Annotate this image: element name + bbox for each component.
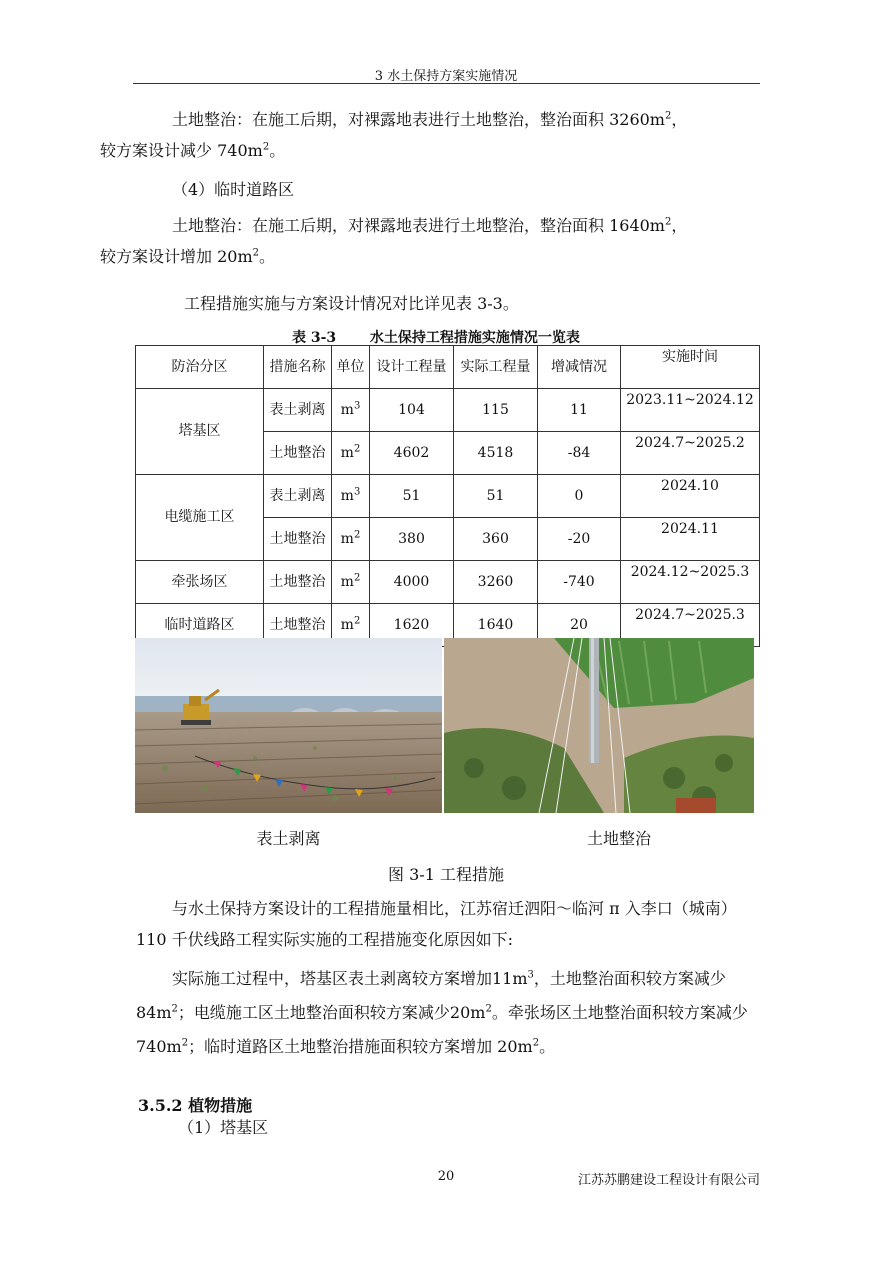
col-header: 措施名称	[264, 346, 332, 389]
table-caption-title: 水土保持工程措施实施情况一览表	[369, 330, 580, 346]
change-cell: -84	[538, 432, 621, 475]
col-header: 设计工程量	[370, 346, 454, 389]
footer-company: 江苏苏鹏建设工程设计有限公司	[577, 1173, 760, 1188]
paragraph-land-leveling-1	[100, 104, 760, 166]
design-cell: 104	[370, 389, 454, 432]
change-cell: 11	[538, 389, 621, 432]
measure-cell: 土地整治	[264, 604, 332, 647]
table-row	[136, 389, 760, 432]
unit-cell: $m^3$	[332, 475, 370, 518]
text: 较方案设计增加 20m	[100, 247, 253, 266]
col-header: 防治分区	[136, 346, 264, 389]
page-number: 20	[437, 1169, 455, 1184]
actual-cell: 115	[454, 389, 538, 432]
actual-cell: 4518	[454, 432, 538, 475]
time-cell: 2024.7~2025.2	[621, 432, 760, 475]
change-cell: -740	[538, 561, 621, 604]
superscript: 2	[171, 1003, 178, 1015]
page-header: 3 水土保持方案实施情况	[374, 69, 518, 84]
col-header: 实际工程量	[454, 346, 538, 389]
text: ，土地整治面积较方案减少84m	[136, 969, 726, 1022]
zone-cell: 临时道路区	[136, 604, 264, 647]
text: 。	[539, 1037, 556, 1056]
col-header: 增减情况	[538, 346, 621, 389]
design-cell: 4602	[370, 432, 454, 475]
actual-cell: 3260	[454, 561, 538, 604]
text: ；临时道路区土地整治措施面积较方案增加 20m	[188, 1037, 533, 1056]
superscript: 2	[664, 216, 672, 228]
col-header: 实施时间	[621, 346, 760, 389]
time-cell: 2024.11	[621, 518, 760, 561]
actual-cell: 1640	[454, 604, 538, 647]
measure-cell: 表土剥离	[264, 389, 332, 432]
unit-cell: $m^2$	[332, 518, 370, 561]
topsoil-stripping-photo	[135, 638, 442, 813]
change-cell: 20	[538, 604, 621, 647]
left-photo-caption: 表土剥离	[256, 829, 321, 848]
unit-cell: $m^3$	[332, 389, 370, 432]
design-cell: 380	[370, 518, 454, 561]
text: 土地整治：在施工后期，对裸露地表进行土地整治，整治面积 3260m	[172, 110, 665, 129]
measure-cell: 土地整治	[264, 518, 332, 561]
text: 土地整治：在施工后期，对裸露地表进行土地整治，整治面积 1640m	[172, 216, 665, 235]
table-row	[136, 561, 760, 604]
paragraph-land-leveling-2	[100, 210, 760, 272]
zone-cell: 牵张场区	[136, 561, 264, 604]
table-row	[136, 475, 760, 518]
superscript: 2	[252, 247, 259, 259]
actual-cell: 360	[454, 518, 538, 561]
time-cell: 2024.12~2025.3	[621, 561, 760, 604]
text: ，	[671, 110, 688, 129]
superscript: 3	[527, 969, 534, 981]
time-cell: 2023.11~2024.12	[621, 389, 760, 432]
paragraph-reasons	[136, 962, 760, 1064]
text: 实际施工过程中，塔基区表土剥离较方案增加11m	[172, 969, 528, 988]
time-cell: 2024.7~2025.3	[621, 604, 760, 647]
measure-cell: 土地整治	[264, 561, 332, 604]
text: 。牵张场区土地整治面积较方案减少 740m	[136, 1003, 748, 1056]
paragraph-comparison: 与水土保持方案设计的工程措施量相比，江苏宿迁泗阳～临河 π 入李口（城南）110 千伏线路工程实际实施的工程措施变化原因如下:	[136, 899, 737, 949]
header-rule	[133, 83, 760, 84]
right-photo-caption: 土地整治	[586, 829, 651, 848]
time-cell: 2024.10	[621, 475, 760, 518]
sub-item-heading: （1）塔基区	[178, 1118, 269, 1137]
figure-caption: 图 3-1 工程措施	[388, 865, 504, 884]
measure-cell: 土地整治	[264, 432, 332, 475]
unit-cell: $m^2$	[332, 604, 370, 647]
land-leveling-photo	[444, 638, 754, 813]
design-cell: 51	[370, 475, 454, 518]
superscript: 2	[485, 1003, 492, 1015]
item-4-heading: （4）临时道路区	[172, 180, 295, 199]
measures-table	[135, 345, 760, 647]
superscript: 2	[181, 1037, 189, 1049]
table-caption	[292, 327, 580, 347]
section-heading: 3.5.2 植物措施	[138, 1096, 253, 1115]
paragraph-table-ref: 工程措施实施与方案设计情况对比详见表 3-3。	[184, 294, 519, 313]
text: ，	[671, 216, 688, 235]
col-header: 单位	[332, 346, 370, 389]
change-cell: -20	[538, 518, 621, 561]
zone-cell: 电缆施工区	[136, 475, 264, 561]
unit-cell: $m^2$	[332, 432, 370, 475]
superscript: 2	[664, 110, 672, 122]
design-cell: 1620	[370, 604, 454, 647]
text: 。	[259, 247, 276, 266]
text: 。	[269, 141, 286, 160]
change-cell: 0	[538, 475, 621, 518]
table-header-row	[136, 346, 760, 389]
unit-cell: $m^2$	[332, 561, 370, 604]
superscript: 2	[532, 1037, 540, 1049]
text: ；电缆施工区土地整治面积较方案减少20m	[177, 1003, 486, 1022]
text: 较方案设计减少 740m	[100, 141, 263, 160]
measure-cell: 表土剥离	[264, 475, 332, 518]
superscript: 2	[262, 141, 270, 153]
design-cell: 4000	[370, 561, 454, 604]
actual-cell: 51	[454, 475, 538, 518]
table-caption-number: 表 3-3	[292, 330, 337, 346]
zone-cell: 塔基区	[136, 389, 264, 475]
